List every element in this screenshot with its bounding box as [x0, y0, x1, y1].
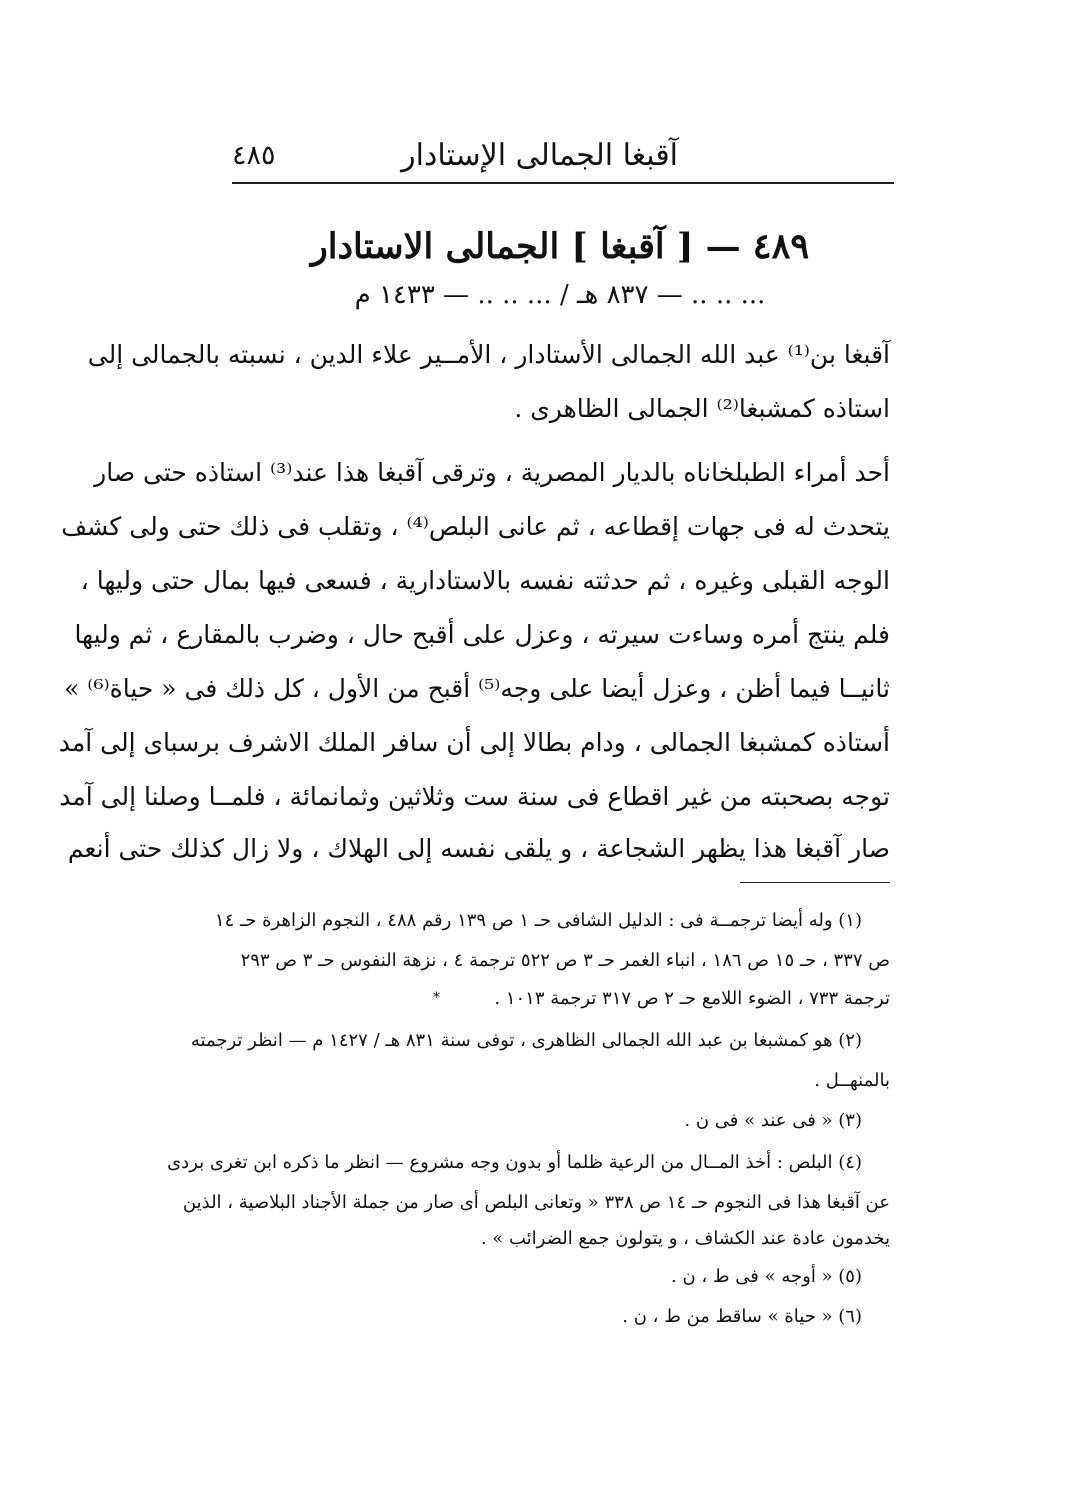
- header-rule: [232, 182, 894, 184]
- entry-dates: ... .. .. — ٨٣٧ هـ / ... .. .. — ١٤٣٣ م: [354, 280, 766, 310]
- body-line: آقبغا بن⁽¹⁾ عبد الله الجمالى الأستادار ، الأمــير علاء الدين ، نسبته بالجمالى إلى: [87, 340, 890, 369]
- body-line: أستاذه كمشبغا الجمالى ، ودام بطالا إلى أن سافر الملك الاشرف برسباى إلى آمد: [58, 728, 890, 757]
- body-line: ثانيــا فيما أظن ، وعزل أيضا على وجه⁽⁵⁾ أقبح من الأول ، كل ذلك فى « حياة⁽⁶⁾ »: [64, 674, 890, 703]
- stray-mark: *: [433, 990, 440, 1006]
- body-line: الوجه القبلى وغيره ، ثم حدثته نفسه بالاستادارية ، فسعى فيها بمال حتى وليها ،: [80, 566, 890, 595]
- page-number: ٤٨٥: [232, 140, 276, 171]
- footnote-line: ترجمة ٧٣٣ ، الضوء اللامع حـ ٢ ص ٣١٧ ترجمة ١٠١٣ .: [494, 988, 890, 1009]
- page-header: [232, 138, 888, 182]
- body-line: فلم ينتج أمره وساءت سيرته ، وعزل على أقبح حال ، وضرب بالمقارع ، ثم وليها: [74, 620, 890, 649]
- footnote-line: عن آقبغا هذا فى النجوم حـ ١٤ ص ٣٣٨ « وتعانى البلص أى صار من جملة الأجناد البلاصية ، الذين: [182, 1192, 890, 1213]
- body-line: أحد أمراء الطبلخاناه بالديار المصرية ، وترقى آقبغا هذا عند⁽³⁾ استاذه حتى صار: [94, 458, 890, 487]
- footnote-line: يخدمون عادة عند الكشاف ، و يتولون جمع الضرائب » .: [480, 1228, 890, 1249]
- body-line: يتحدث له فى جهات إقطاعه ، ثم عانى البلص⁽⁴⁾ ، وتقلب فى ذلك حتى ولى كشف: [61, 512, 890, 541]
- footnote-line: ص ٣٣٧ ، حـ ١٥ ص ١٨٦ ، انباء الغمر حـ ٣ ص ٥٢٢ ترجمة ٤ ، نزهة النفوس حـ ٣ ص ٢٩٣: [240, 950, 890, 971]
- body-line: صار آقبغا هذا يظهر الشجاعة ، و يلقى نفسه إلى الهلاك ، ولا زال كذلك حتى أنعم: [67, 834, 890, 863]
- entry-title: ٤٨٩ — [ آقبغا ] الجمالى الاستادار: [310, 226, 810, 267]
- body-line: استاذه كمشبغا⁽²⁾ الجمالى الظاهرى .: [514, 394, 890, 423]
- body-line: توجه بصحبته من غير اقطاع فى سنة ست وثلاثين وثمانمائة ، فلمــا وصلنا إلى آمد: [59, 782, 890, 811]
- footnote-rule: [740, 882, 890, 883]
- footnote-line: (٣) « فى عند » فى ن .: [684, 1110, 862, 1131]
- footnote-line: (٤) البلص : أخذ المــال من الرعية ظلما أو بدون وجه مشروع — انظر ما ذكره ابن تغرى بردى: [167, 1152, 862, 1173]
- running-title: آقبغا الجمالى الإستادار: [401, 138, 678, 173]
- footnote-line: بالمنهــل .: [814, 1070, 890, 1091]
- footnote-line: (٢) هو كمشبغا بن عبد الله الجمالى الظاهرى ، توفى سنة ٨٣١ هـ / ١٤٢٧ م — انظر ترجمته: [190, 1030, 862, 1051]
- footnote-line: (٥) « أوجه » فى ط ، ن .: [671, 1266, 862, 1287]
- footnote-line: (١) وله أيضا ترجمــة فى : الدليل الشافى حـ ١ ص ١٣٩ رقم ٤٨٨ ، النجوم الزاهرة حـ ١٤: [214, 910, 862, 931]
- footnote-line: (٦) « حياة » ساقط من ط ، ن .: [622, 1306, 862, 1327]
